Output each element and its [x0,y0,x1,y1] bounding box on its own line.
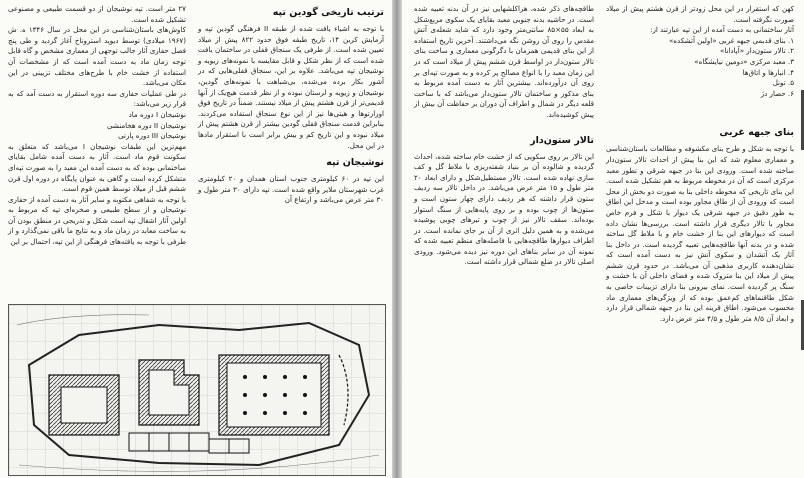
paragraph: کهن که استقرار در این محل زودتر از قرن هشتم پیش از میلاد صورت نگرفته است. [606,4,794,24]
list-item: نوشیجان I دوره ماد [128,109,186,119]
site-plan-figure [8,304,386,476]
list-item: نوشیجان II دوره هخامنشی [106,120,186,130]
paragraph: با توجه به شفاهی مکتوبه و سایر آثار به دست آمده از حفاری نوشیجان و از سطح طبیعی و صخره‌ای تپه که مربوط به اولین آثار اشغال تپه است شکل و تدریجی در منطق بودن آن به ساخت معابد در زمان ماد و به نتایج ما باقی نمی‌گذارد و از طرفی با توجه به یافته‌های فرهنگی از این تپه، احتمال بر این [8,194,186,247]
section-heading: بنای جبهه غربی [719,127,794,139]
paragraph: با توجه به شکل و طرح بنای مکشوفه و مطالعات باستان‌شناسی و معماری معلوم شد که این بنا پیش از احداث تالار ستون‌دار ساخته شده است. ورودی این بنا در جبهه شرقی و تطور معبد مرکزی است که آن در محوطه مربوط به هم تشکیل شده است. این بنای تاریخی که محوطه داخلی بنا به صورت دو بخش از محل است که ورودی آن از طاق مجاور بوده است و مدخل این اطاق به طور دقیق در جبهه شرقی یک دیوار با شکل و فرم خاص مجاور با تالار دیگری قرار داشته است. بررسی‌ها نشان داده است که دیوارهای این بنا از خشت خام و با ملاط گل ساخته شده و در بدنه آنها طاقچه‌هایی تعبیه گردیده است. در داخل بنا آثار یک آتشدان و سکوی آتش نیز به دست آمده است که نشان‌دهنده کاربری مذهبی آن می‌باشد. در حدود قرن ششم پیش از میلاد این بنا متروک شده و فضای داخلی آن با خشت و سنگ پر گردیده است. نمای بیرونی بنا دارای تزیینات خاصی به شکل طاقنماهای کم‌عمق بوده که از ویژگی‌های معماری ماد محسوب می‌شود. اطاق قرینه این بنا در جبهه شمالی قرار دارد و ابعاد آن ۸/۵ متر طول و ۴/۵ متر عرض دارد. [606,144,794,323]
paragraph: این تپه در ۶۰ کیلومتری جنوب استان همدان و ۲۰ کیلومتری غرب شهرستان ملایر واقع شده است. تپه دارای ۳۰ متر طول و ۳۰ متر عرض می‌باشد و ارتفاع آن [198,174,384,205]
paragraph: با توجه به اشیاء یافت شده از طبقه II فرهنگی گودین تپه و آزمایش کربن ۱۴، تاریخ طبقه فوق حدود ۸۲۲ پیش از میلاد تعیین شده است. از طرفی یک سنجاق قفلی در ساختمان یافت شده است که از نظر شکل و قابل مقایسه با نمونه‌های زیویه و نوشیجان تپه می‌باشد. علاوه بر این، سنجاق قفلی‌هایی که در آشور بکار برده می‌شده، بی‌شباهت با نمونه‌های گودین، نوشیجان و زیویه و لرستان نبوده و از نظر قدمت هیچ‌یک از آنها قدیمی‌تر از قرن هشتم پیش از میلاد نیستند. ضمناً در تاریخ فوق اورارتوها و هیتی‌ها نیز از این نوع سنجاق استفاده می‌کردند. بنابراین قدمت سنجاق قفلی گودین بیشتر از قرن هشتم پیش از میلاد نبوده و این تاریخ کم و بیش برابر است با استقرار مادها در این محل. [198,24,384,150]
paragraph: آثار ساختمانی به دست آمده از این تپه عبارتند از: [650,25,794,35]
list-item: ۶. حصار دژ [760,88,794,98]
paragraph: طاقچه‌های ذکر شده، هراکلشهایی نیز در آن بدنه تعبیه شده است. در حاشیه بدنه جنوبی معبد بقایای یک سکوی مربع‌شکل به ابعاد ۵۵×۸۵ سانتی‌متر وجود دارد که شاید شعله‌ی آتش مقدس را روی آن روشن نگه می‌داشتند. آخرین تاریخ استفاده از این بنای قدیمی همزمان با دگرگونی معماری و ساخت بنای تالار ستون‌دار در اواسط قرن ششم پیش از میلاد است که در این زمان معبد را با انواع مصالح پر کرده و به صورت تپه‌ای بر روی آن درآورده‌اند. بیشترین آثار به دست آمده مربوط به بنای مذکور و ساختمان تالار ستون‌دار می‌باشد که با ساخت قلعه دیگر در شمال و اطراف آن دوران بر حفاظت آن بیش از پیش کوشیده‌اند. [414,4,594,119]
left-page [0,0,392,478]
list-item: ۱. بنای قدیمی جبهه غربی «اولین آتشکده» [668,35,794,45]
list-item: ۴. انبارها و اتاق‌ها [742,67,794,77]
section-heading: نوشیجان تپه [326,157,384,169]
left-page-outer-column [8,4,186,248]
list-item: ۵. تونل [772,78,794,88]
building-list [606,36,794,100]
period-list [8,110,186,142]
right-page [402,0,804,478]
paragraph: این تالار بر روی سکویی که از خشت خام ساخته شده، احداث گردیده و شالوده آن بر بنیاد شفته‌ریزی با ملاط گل و کف سازی نهاده شده است. تالار مستطیل‌شکل و دارای ابعاد ۲۰ متر طول و ۱۵ متر عرض می‌باشد. در داخل تالار سه ردیف ستون قرار داشته که هر ردیف دارای چهار ستون است و ستون‌ها از چوب بوده و بر روی پایه‌هایی از سنگ استوار بوده‌اند. سقف تالار نیز از چوب و تیرهای چوبی پوشیده می‌شده و به همین دلیل اثری از آن بر جای نمانده است. در اطراف دیوارها طاقچه‌هایی با فاصله‌های منظم تعبیه شده که نمونه آن در سایر بناهای این دوره نیز دیده می‌شود. ورودی اصلی تالار در ضلع شمالی قرار داشته است. [414,151,594,267]
paragraph: کاوش‌های باستان‌شناسی در این محل در سال ۱۳۴۶ ه. ش (۱۹۶۷ میلادی) توسط دیوید استروناخ آغاز گردید و طی پنج فصل حفاری آثار جالب توجهی از معماری مشخص و گاه قابل توجه زمان ماد به دست آمده است که از مشخصات آن استفاده از خشت خام با طرح‌های مختلف تزیینی در این مکان می‌باشد. [8,25,186,88]
left-page-inner-column [198,4,384,206]
right-page-inner-column [414,4,594,268]
paragraph: مهم‌ترین این طبقات نوشیجان I می‌باشد که متعلق به سکونت قوم ماد است. آثار به دست آمده شامل بقایای ساختمانی بوده که به دست آمده این معبد را به صورت تپه‌ای متشکل کرده است و گاهی به عنوان پایگاه در دوره اول قرن ششم قبل از میلاد توسط همین قوم است. [8,141,186,194]
list-item: ۲. تالار ستون‌دار «آپادانا» [719,46,794,56]
section-heading: تالار ستون‌دار [530,134,594,146]
paragraph: ۲۷ متر است. تپه نوشیجان از دو قسمت طبیعی و مصنوعی تشکیل شده است. [8,4,186,24]
section-heading: ترتیب تاریخی گودین تپه [272,7,384,18]
paragraph: در طی عملیات حفاری سه دوره استقرار به دست آمد که به قرار زیر می‌باشد: [8,88,186,109]
site-plan-drawing [9,305,385,475]
book-gutter [392,0,402,478]
right-page-outer-column [606,4,794,324]
list-item: نوشیجان III دوره پارتی [118,131,186,141]
list-item: ۳. معبد مرکزی «دومین نیایشگاه» [694,56,794,66]
